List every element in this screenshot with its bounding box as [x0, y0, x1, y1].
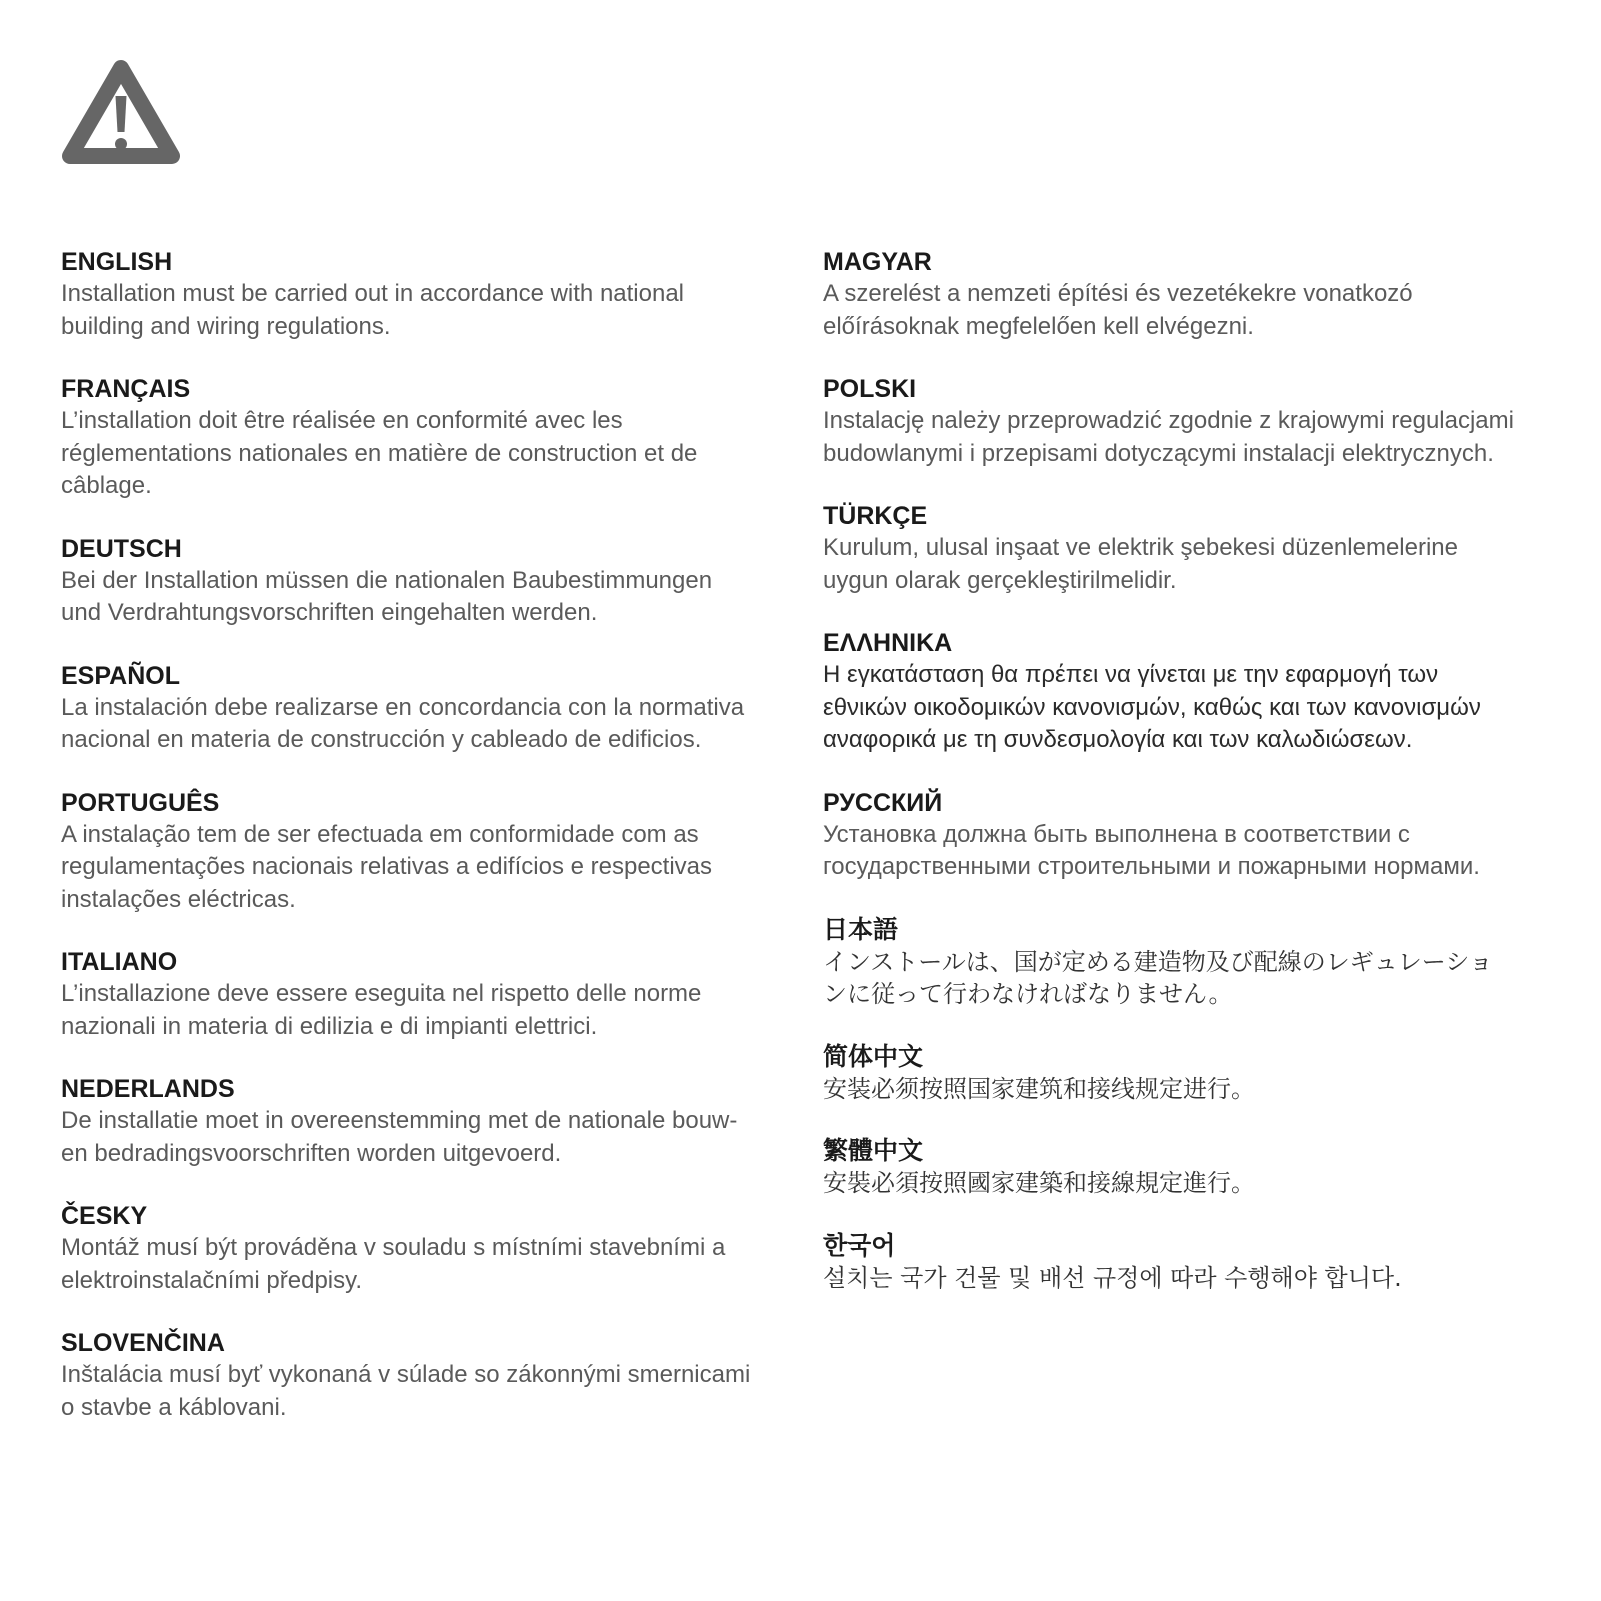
- section-text: De installatie moet in overeenstemming met de nationale bouw- en bedradingsvoorschriften worden uitgevoerd.: [61, 1107, 738, 1167]
- section-text: 설치는 국가 건물 및 배선 규정에 따라 수행해야 합니다.: [823, 1263, 1402, 1292]
- section-text: インストールは、国が定める建造物及び配線のレギュレーショ ンに従って行わなければなりません。: [823, 947, 1493, 1008]
- section-turkce: [823, 500, 1538, 597]
- right-column: [823, 246, 1538, 1324]
- section-text: Kurulum, ulusal inşaat ve elektrik şebekesi düzenlemelerine uygun olarak gerçekleştirilmelidir.: [823, 534, 1458, 594]
- section-title: ČESKY: [61, 1202, 148, 1230]
- section-title: РУССКИЙ: [823, 788, 943, 817]
- section-korean: [823, 1230, 1538, 1295]
- section-title: ENGLISH: [61, 248, 173, 276]
- section-slovencina: [61, 1327, 776, 1424]
- section-text: L’installazione deve essere eseguita nel rispetto delle norme nazionali in materia di edilizia e di impianti elettrici.: [61, 980, 702, 1040]
- section-title: TÜRKÇE: [823, 502, 928, 530]
- section-francais: [61, 373, 776, 503]
- section-traditional-chinese: [823, 1135, 1538, 1200]
- section-title: ΕΛΛΗΝΙΚΑ: [823, 629, 953, 657]
- section-title: 简体中文: [823, 1042, 924, 1071]
- section-magyar: [823, 246, 1538, 343]
- section-text: A szerelést a nemzeti építési és vezetékekre vonatkozó előírásoknak megfelelően kell elvégezni.: [823, 280, 1413, 340]
- left-column: [61, 246, 776, 1454]
- section-cesky: [61, 1200, 776, 1297]
- section-espanol: [61, 660, 776, 757]
- section-text: 安裝必須按照國家建築和接線規定進行。: [823, 1169, 1255, 1197]
- section-title: SLOVENČINA: [61, 1329, 225, 1357]
- section-text: Bei der Installation müssen die nationalen Baubestimmungen und Verdrahtungsvorschriften eingehalten werden.: [61, 566, 713, 626]
- section-text: L’installation doit être réalisée en conformité avec les réglementations nationales en matière de construction et de câblage.: [61, 407, 698, 499]
- section-text: Instalację należy przeprowadzić zgodnie z krajowymi regulacjami budowlanymi i przepisami dotyczącymi instalacji elektrycznych.: [823, 407, 1514, 467]
- section-title: POLSKI: [823, 375, 917, 403]
- section-text: Installation must be carried out in accordance with national building and wiring regulations.: [61, 280, 685, 340]
- section-text: Inštalácia musí byť vykonaná v súlade so zákonnými smernicami o stavbe a káblovani.: [61, 1361, 751, 1421]
- section-ellinika: [823, 627, 1538, 757]
- section-italiano: [61, 946, 776, 1043]
- section-text: La instalación debe realizarse en concordancia con la normativa nacional en materia de construcción y cableado de edificios.: [61, 693, 745, 753]
- section-text: Montáž musí být prováděna v souladu s místními stavebními a elektroinstalačními předpisy.: [61, 1234, 726, 1294]
- section-nederlands: [61, 1073, 776, 1170]
- section-title: FRANÇAIS: [61, 375, 191, 403]
- section-deutsch: [61, 533, 776, 630]
- section-portugues: [61, 787, 776, 917]
- section-text: 安装必须按照国家建筑和接线规定进行。: [823, 1074, 1255, 1103]
- section-title: PORTUGUÊS: [61, 788, 220, 817]
- section-nihongo: [823, 914, 1538, 1011]
- section-simplified-chinese: [823, 1041, 1538, 1106]
- section-text: A instalação tem de ser efectuada em conformidade com as regulamentações nacionais relativas a edifícios e respectivas instalações eléctricas.: [61, 820, 713, 913]
- section-text: Η εγκατάσταση θα πρέπει να γίνεται με την εφαρμογή των εθνικών οικοδομικών κανονισμών, καθώς και των κανονισμών αναφορικά με τη συνδεσμολογία και των καλωδιώσεων.: [823, 661, 1481, 753]
- section-title: MAGYAR: [823, 248, 932, 276]
- section-english: [61, 246, 776, 343]
- section-title: ESPAÑOL: [61, 661, 180, 690]
- section-text: Установка должна быть выполнена в соответствии с государственными строительными и пожарными нормами.: [823, 820, 1480, 880]
- section-title: 한국어: [823, 1231, 896, 1260]
- section-title: ITALIANO: [61, 948, 178, 976]
- section-title: DEUTSCH: [61, 534, 182, 563]
- section-title: NEDERLANDS: [61, 1075, 235, 1103]
- section-title: 繁體中文: [823, 1137, 924, 1165]
- warning-triangle-icon: [60, 58, 182, 170]
- section-title: 日本語: [823, 915, 899, 944]
- section-russkiy: [823, 787, 1538, 884]
- section-polski: [823, 373, 1538, 470]
